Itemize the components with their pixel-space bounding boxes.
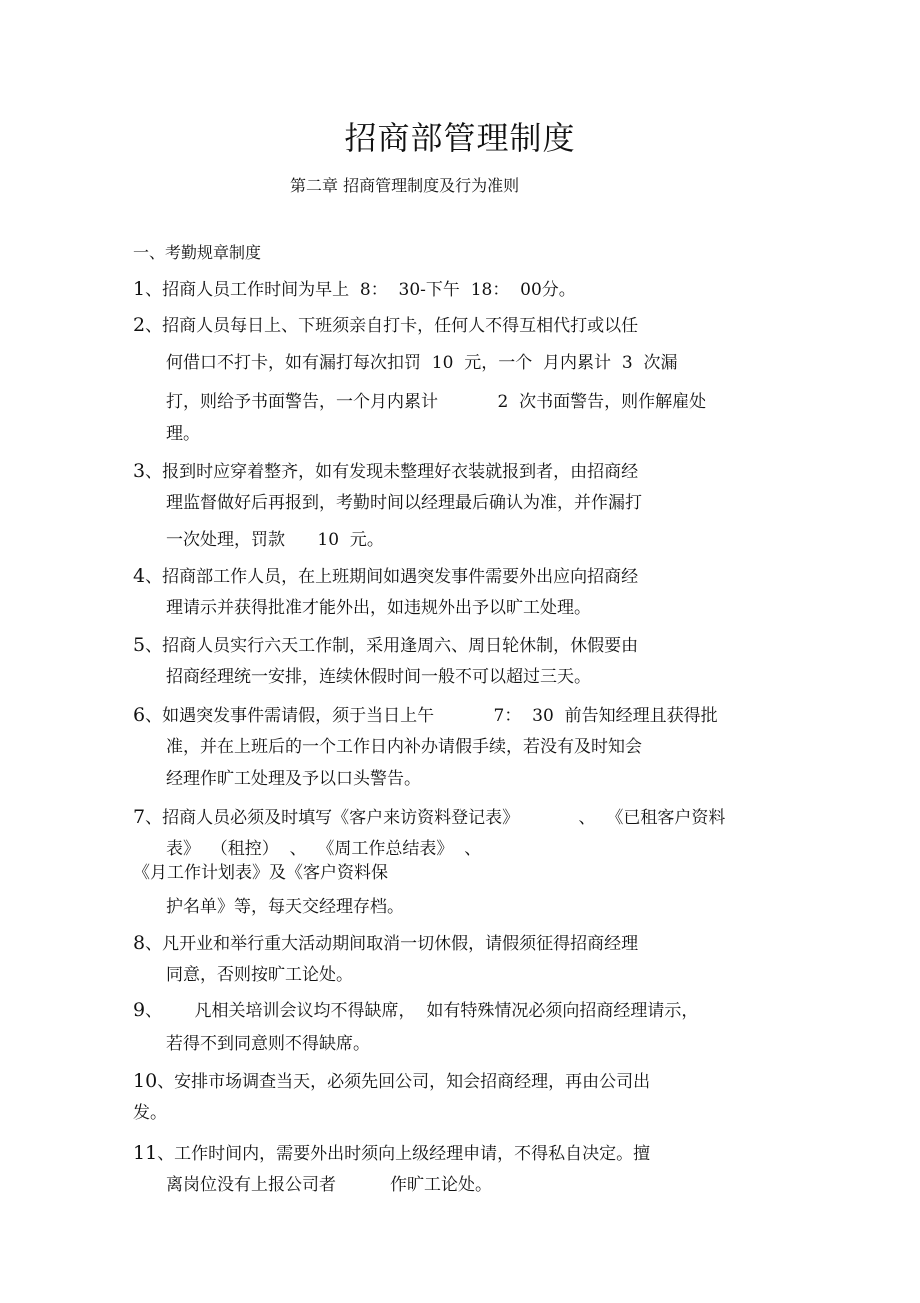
- list-item: 1、招商人员工作时间为早上 8： 30-下午 18： 00分。: [133, 278, 576, 300]
- list-item-continuation: 一次处理，罚款 10 元。: [166, 530, 384, 550]
- list-item-continuation: 同意，否则按旷工论处。: [166, 965, 353, 985]
- section-heading: 一、考勤规章制度: [133, 243, 262, 262]
- list-item-continuation: 离岗位没有上报公司者 作旷工论处。: [166, 1175, 493, 1195]
- list-item: 11、工作时间内，需要外出时须向上级经理申请，不得私自决定。擅: [133, 1142, 651, 1164]
- list-item-continuation: 理监督做好后再报到，考勤时间以经理最后确认为准，并作漏打: [166, 493, 642, 513]
- list-item: 9、 凡相关培训会议均不得缺席， 如有特殊情况必须向招商经理请示，: [133, 999, 699, 1021]
- list-item: 7、招商人员必须及时填写《客户来访资料登记表》 、 《已租客户资料: [133, 806, 726, 828]
- chapter-heading: 第二章 招商管理制度及行为准则: [290, 176, 520, 195]
- list-item-continuation: 招商经理统一安排，连续休假时间一般不可以超过三天。: [166, 667, 591, 687]
- list-item-continuation: 护名单》等，每天交经理存档。: [166, 897, 404, 917]
- list-item-continuation: 经理作旷工处理及予以口头警告。: [166, 769, 421, 789]
- list-item: 10、安排市场调查当天，必须先回公司，知会招商经理，再由公司出: [133, 1070, 651, 1092]
- list-item: 8、凡开业和举行重大活动期间取消一切休假，请假须征得招商经理: [133, 932, 639, 954]
- list-item-continuation: 理。: [166, 424, 200, 444]
- list-item-continuation: 《月工作计划表》及《客户资料保: [133, 863, 388, 883]
- list-item-continuation: 表》 （租控） 、 《周工作总结表》 、: [166, 839, 482, 859]
- list-item: 4、招商部工作人员，在上班期间如遇突发事件需要外出应向招商经: [133, 565, 639, 587]
- list-item-continuation: 打，则给予书面警告，一个月内累计 2 次书面警告，则作解雇处: [166, 392, 707, 412]
- list-item: 5、招商人员实行六天工作制，采用逢周六、周日轮休制，休假要由: [133, 634, 639, 656]
- document-title: 招商部管理制度: [344, 119, 576, 157]
- list-item-continuation: 若得不到同意则不得缺席。: [166, 1034, 370, 1054]
- list-item-continuation: 何借口不打卡，如有漏打每次扣罚 10 元，一个 月内累计 3 次漏: [166, 353, 678, 373]
- list-item: 3、报到时应穿着整齐，如有发现未整理好衣装就报到者，由招商经: [133, 460, 639, 482]
- list-item-continuation: 理请示并获得批准才能外出，如违规外出予以旷工处理。: [166, 598, 591, 618]
- list-item: 2、招商人员每日上、下班须亲自打卡，任何人不得互相代打或以任: [133, 314, 639, 336]
- list-item-continuation: 发。: [133, 1103, 167, 1123]
- list-item-continuation: 准，并在上班后的一个工作日内补办请假手续，若没有及时知会: [166, 737, 642, 757]
- list-item: 6、如遇突发事件需请假，须于当日上午 7： 30 前告知经理且获得批: [133, 704, 718, 726]
